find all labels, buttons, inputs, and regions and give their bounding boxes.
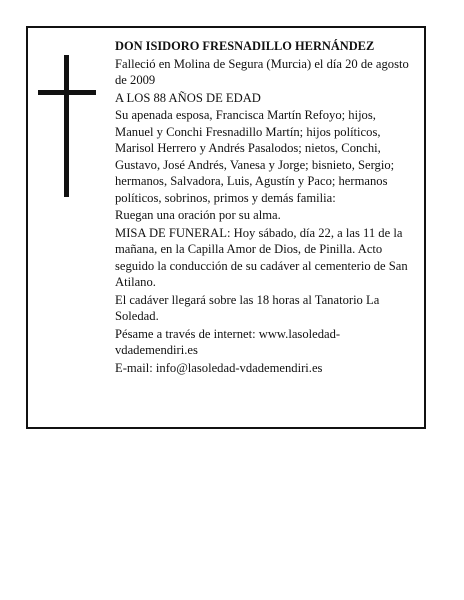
contact-email: E-mail: info@lasoledad-vdademendiri.es <box>115 360 323 375</box>
arrival-info: El cadáver llegará sobre las 18 horas al Tanatorio La Soledad. <box>115 292 380 323</box>
condolence-website: Pésame a través de internet: www.lasoledad-vdademendiri.es <box>115 326 341 357</box>
death-place-date: Falleció en Molina de Segura (Murcia) el día 20 de agosto de 2009 <box>115 56 409 87</box>
obituary-notice <box>26 26 426 429</box>
obituary-text <box>115 38 415 377</box>
prayer-request: Ruegan una oración por su alma. <box>115 208 281 222</box>
age-line: A LOS 88 AÑOS DE EDAD <box>115 90 261 105</box>
cross-horizontal-bar <box>38 90 96 95</box>
family-list: Su apenada esposa, Francisca Martín Refoyo; hijos, Manuel y Conchi Fresnadillo Martín; hijos políticos, Marisol Herrero y Andrés Pasalodos; nietos, Conchi, Gustavo, José Andrés, Vanesa y Jorge; bisnieto, Sergio; hermanos, Salvadora, Luis, Agustín y Paco; hermanos políticos, sobrinos, primos y demás familia: <box>115 108 395 205</box>
cross-icon <box>38 55 96 197</box>
cross-vertical-bar <box>64 55 69 197</box>
funeral-mass-info: MISA DE FUNERAL: Hoy sábado, día 22, a las 11 de la mañana, en la Capilla Amor de Dios, de Pinilla. Acto seguido la conducción de su cadáver al cementerio de San Atilano. <box>115 225 408 289</box>
deceased-name: DON ISIDORO FRESNADILLO HERNÁNDEZ <box>115 39 375 53</box>
